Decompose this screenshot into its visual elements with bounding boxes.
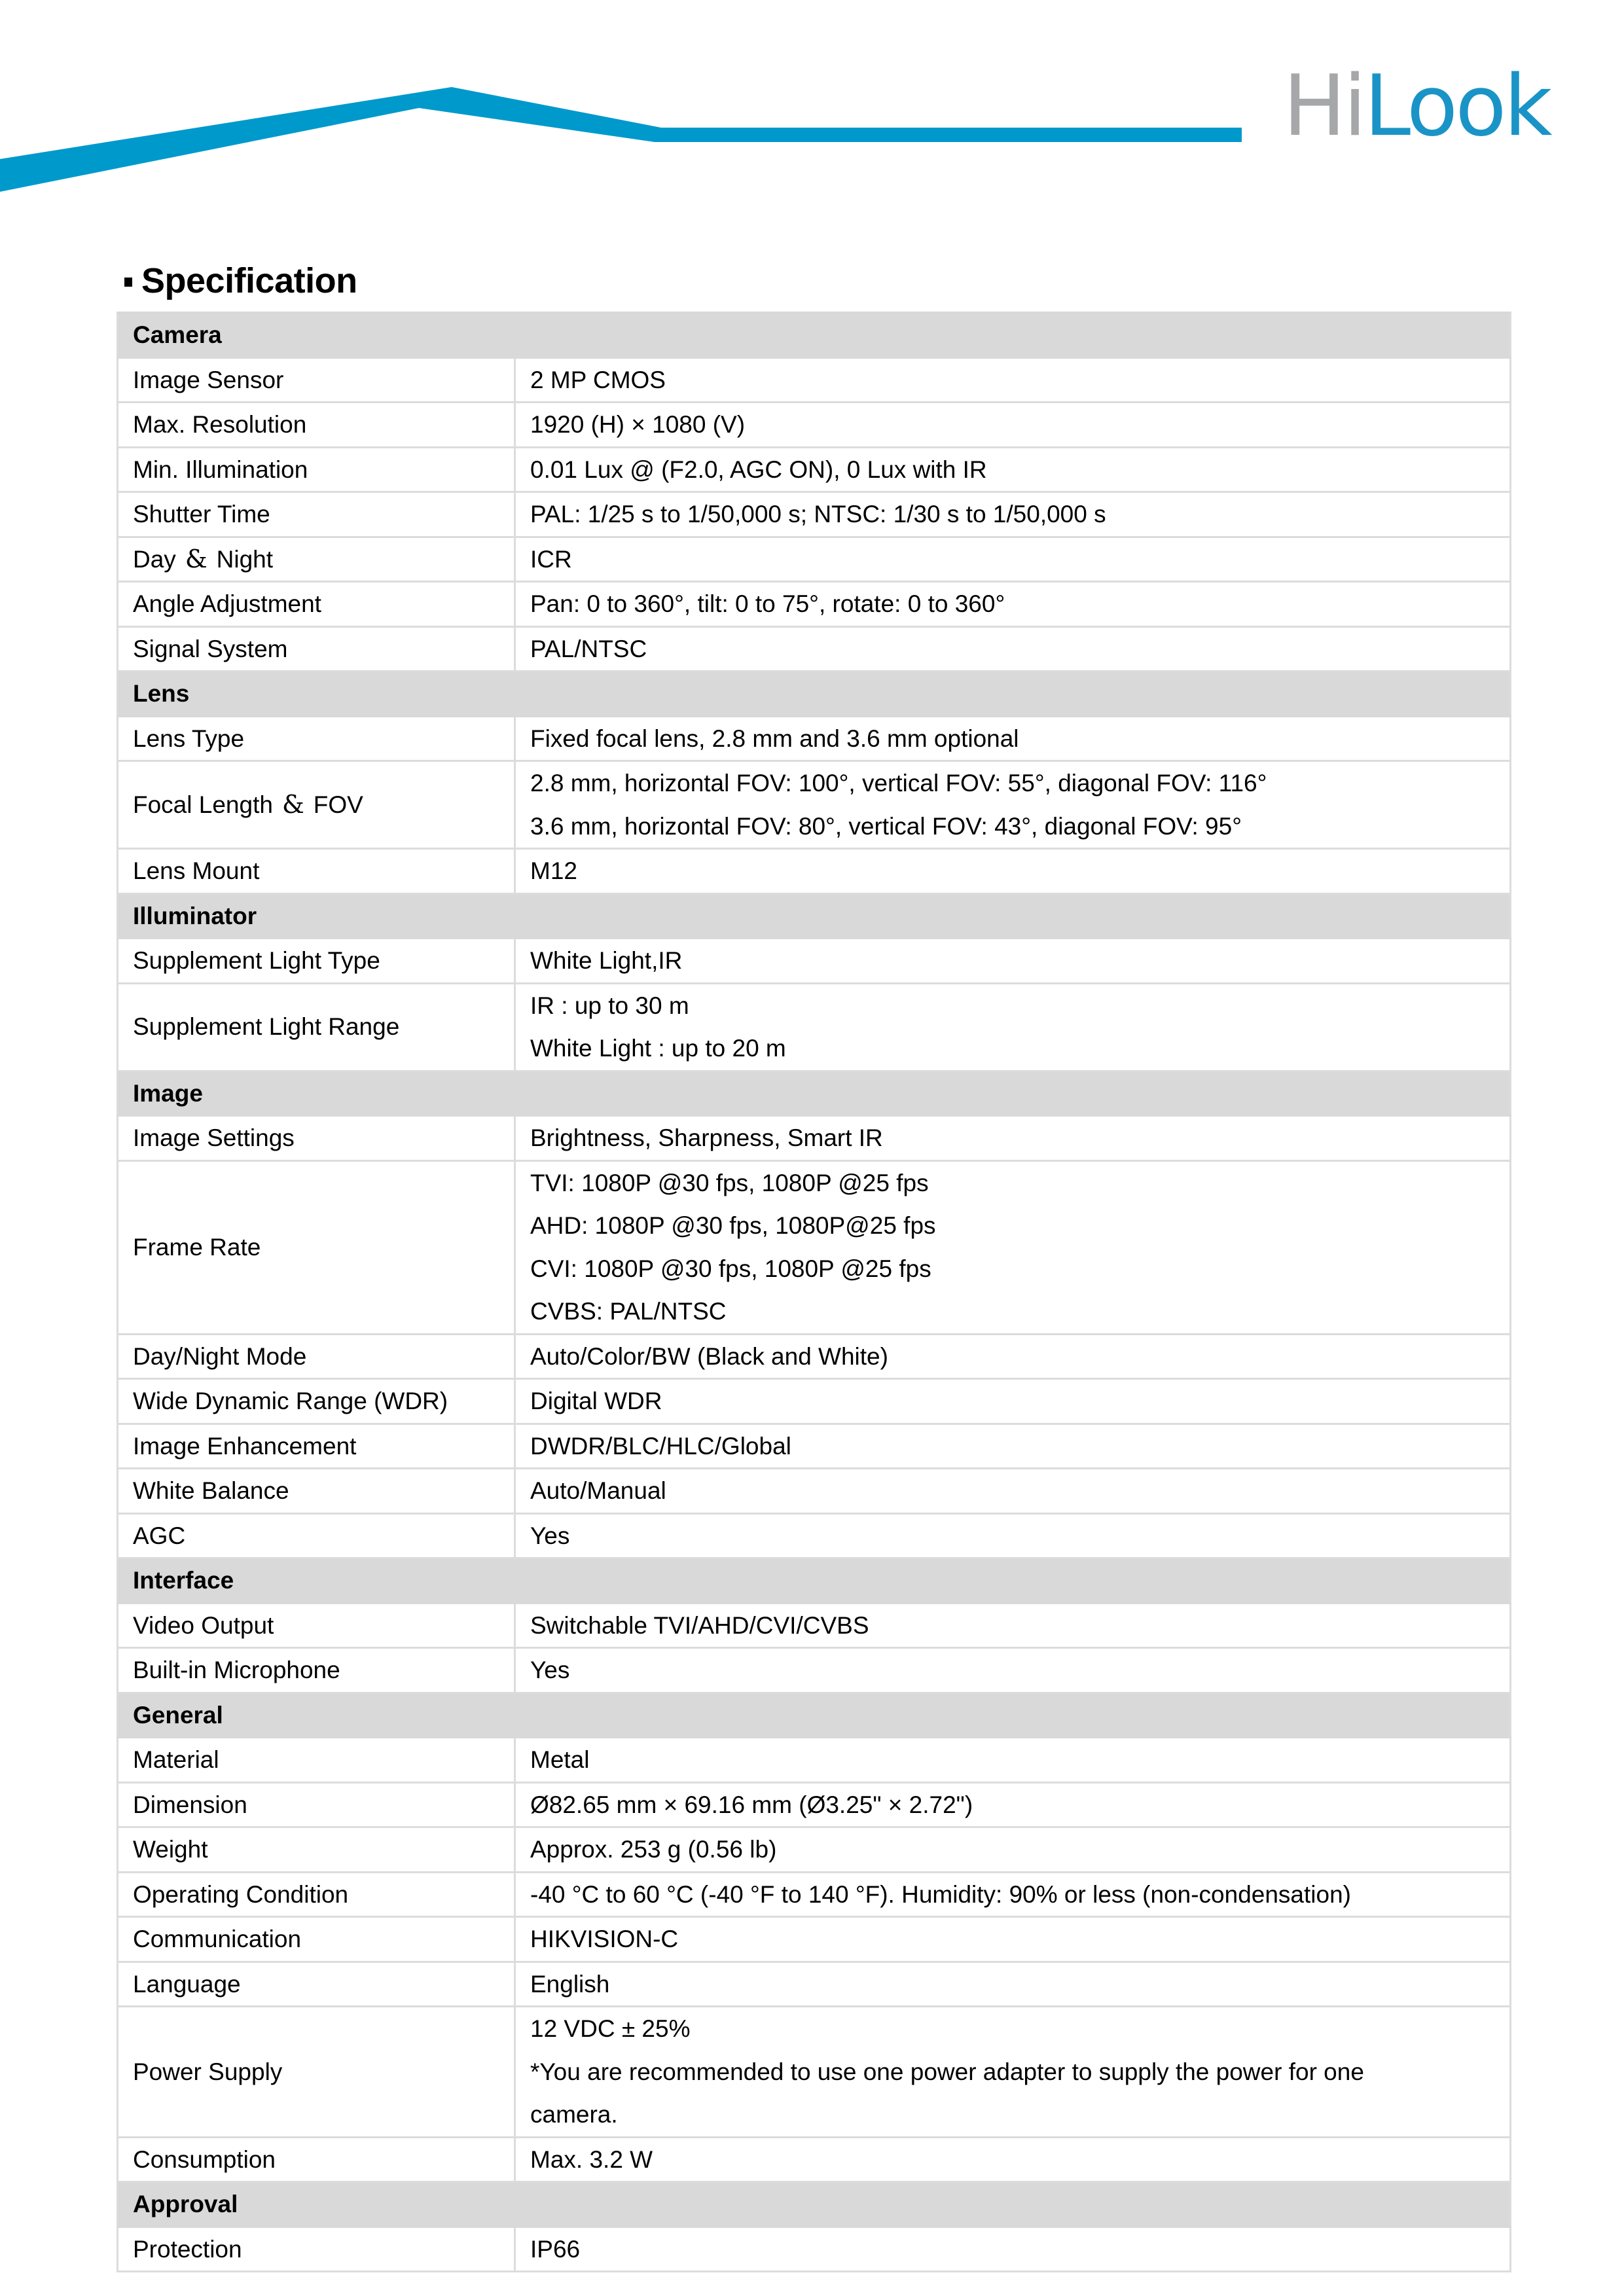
table-row	[118, 716, 1511, 761]
banner-stripe	[0, 87, 1242, 192]
spec-value-cell	[515, 1827, 1511, 1873]
spec-label	[133, 783, 514, 827]
table-row	[118, 1962, 1511, 2007]
table-row	[118, 1827, 1511, 1873]
table-row	[118, 2227, 1511, 2272]
spec-value-cell	[515, 1469, 1511, 1514]
spec-label-cell	[118, 537, 515, 582]
spec-value: HIKVISION-C	[530, 1926, 679, 1952]
table-row	[118, 1738, 1511, 1783]
table-row	[118, 357, 1511, 403]
spec-value: Auto/Manual	[530, 1477, 666, 1504]
spec-label: Supplement Light Range	[133, 1013, 400, 1041]
table-row	[118, 1917, 1511, 1962]
table-row	[118, 1424, 1511, 1469]
spec-value: English	[530, 1970, 610, 1998]
spec-label: Angle Adjustment	[133, 590, 321, 617]
spec-value: 1920 (H) × 1080 (V)	[530, 411, 746, 438]
spec-label: Max. Resolution	[133, 411, 307, 438]
spec-value: CVBS: PAL/NTSC	[530, 1298, 727, 1325]
spec-value: 3.6 mm, horizontal FOV: 80°, vertical FOV: 43°, diagonal FOV: 95°	[530, 812, 1242, 840]
table-row	[118, 1116, 1511, 1161]
spec-value-cell	[515, 626, 1511, 672]
section-header	[118, 1693, 1511, 1738]
spec-value: Auto/Color/BW (Black and White)	[530, 1342, 888, 1370]
spec-value-cell	[515, 357, 1511, 403]
table-row	[118, 1334, 1511, 1379]
spec-value-cell	[515, 1160, 1511, 1334]
ampersand: &	[185, 544, 208, 573]
section-header-row	[118, 313, 1511, 358]
spec-value-cell	[515, 1962, 1511, 2007]
spec-value: PAL: 1/25 s to 1/50,000 s; NTSC: 1/30 s to 1/50,000 s	[530, 501, 1106, 528]
spec-label-cell	[118, 761, 515, 849]
spec-label-cell	[118, 1160, 515, 1334]
spec-value-cell	[515, 1379, 1511, 1424]
spec-label: White Balance	[133, 1477, 289, 1504]
spec-label-cell	[118, 2227, 515, 2272]
spec-label-cell	[118, 1782, 515, 1827]
spec-value: TVI: 1080P @30 fps, 1080P @25 fps	[530, 1169, 929, 1196]
table-row	[118, 1160, 1511, 1334]
spec-label-cell	[118, 1962, 515, 2007]
spec-label: Lens Mount	[133, 857, 260, 884]
spec-label-cell	[118, 2007, 515, 2138]
square-bullet-icon	[124, 278, 132, 287]
spec-label: Material	[133, 1746, 219, 1773]
section-header	[118, 2182, 1511, 2227]
ampersand: &	[281, 789, 304, 819]
spec-label-part: Day	[133, 545, 176, 573]
spec-value: Yes	[530, 1522, 570, 1549]
spec-value: White Light,IR	[530, 947, 683, 974]
spec-label: Shutter Time	[133, 501, 270, 528]
spec-value: PAL/NTSC	[530, 635, 647, 662]
section-header-row	[118, 1693, 1511, 1738]
spec-value: DWDR/BLC/HLC/Global	[530, 1432, 791, 1460]
spec-value-cell	[515, 1116, 1511, 1161]
specification-table	[117, 312, 1511, 2272]
spec-value-cell	[515, 716, 1511, 761]
page-title-text: Specification	[141, 261, 357, 300]
spec-label	[133, 538, 514, 581]
section-header-row	[118, 893, 1511, 939]
spec-label-cell	[118, 626, 515, 672]
spec-label: Frame Rate	[133, 1233, 261, 1261]
table-row	[118, 1469, 1511, 1514]
section-header	[118, 672, 1511, 717]
spec-label: Operating Condition	[133, 1880, 349, 1908]
spec-label-cell	[118, 849, 515, 894]
spec-label: Communication	[133, 1926, 302, 1952]
spec-label-cell	[118, 357, 515, 403]
spec-label-part: FOV	[313, 791, 363, 818]
spec-value: 12 VDC ± 25%	[530, 2015, 691, 2042]
table-row	[118, 849, 1511, 894]
section-header	[118, 313, 1511, 358]
table-row	[118, 983, 1511, 1071]
table-row	[118, 403, 1511, 448]
spec-value: Digital WDR	[530, 1388, 662, 1414]
spec-value: Pan: 0 to 360°, tilt: 0 to 75°, rotate: 0 to 360°	[530, 590, 1005, 617]
spec-label-cell	[118, 2137, 515, 2182]
spec-value: Metal	[530, 1746, 590, 1773]
spec-value-cell	[515, 849, 1511, 894]
spec-value-cell	[515, 2137, 1511, 2182]
spec-value: 0.01 Lux @ (F2.0, AGC ON), 0 Lux with IR	[530, 456, 987, 483]
spec-label: Wide Dynamic Range (WDR)	[133, 1388, 448, 1414]
spec-label: Image Sensor	[133, 366, 284, 393]
spec-value: -40 °C to 60 °C (-40 °F to 140 °F). Humidity: 90% or less (non-condensation)	[530, 1880, 1351, 1908]
table-row	[118, 447, 1511, 492]
spec-value-cell	[515, 761, 1511, 849]
spec-value: Switchable TVI/AHD/CVI/CVBS	[530, 1611, 869, 1639]
section-header-label: Interface	[133, 1567, 234, 1594]
spec-value: IP66	[530, 2235, 581, 2263]
spec-label-cell	[118, 1424, 515, 1469]
section-header-row	[118, 672, 1511, 717]
table-row	[118, 1603, 1511, 1648]
section-header-row	[118, 1558, 1511, 1604]
spec-value-cell	[515, 939, 1511, 984]
spec-label-cell	[118, 1917, 515, 1962]
spec-label: Protection	[133, 2235, 242, 2263]
table-row	[118, 1513, 1511, 1558]
spec-value: Yes	[530, 1657, 570, 1683]
spec-value: Max. 3.2 W	[530, 2145, 653, 2173]
spec-value: *You are recommended to use one power adapter to supply the power for one	[530, 2058, 1364, 2085]
spec-label-cell	[118, 1469, 515, 1514]
section-header-label: General	[133, 1701, 223, 1729]
spec-value-cell	[515, 2007, 1511, 2138]
spec-label: Dimension	[133, 1791, 247, 1818]
spec-value-cell	[515, 1513, 1511, 1558]
spec-value: ICR	[530, 545, 572, 573]
table-row	[118, 626, 1511, 672]
spec-value-cell	[515, 1424, 1511, 1469]
spec-value-cell	[515, 403, 1511, 448]
spec-value-cell	[515, 582, 1511, 627]
section-header	[118, 1558, 1511, 1604]
spec-label: Supplement Light Type	[133, 947, 380, 974]
spec-label: Image Settings	[133, 1124, 295, 1151]
section-header-label: Illuminator	[133, 902, 257, 929]
spec-value: CVI: 1080P @30 fps, 1080P @25 fps	[530, 1255, 931, 1282]
table-row	[118, 1872, 1511, 1917]
spec-value-cell	[515, 492, 1511, 537]
table-row	[118, 582, 1511, 627]
spec-label: Weight	[133, 1836, 208, 1863]
spec-value-cell	[515, 447, 1511, 492]
spec-label: Power Supply	[133, 2058, 283, 2085]
spec-label: Built-in Microphone	[133, 1657, 340, 1683]
spec-label: Consumption	[133, 2145, 276, 2173]
spec-label-cell	[118, 403, 515, 448]
spec-label: Language	[133, 1970, 241, 1998]
spec-label-cell	[118, 582, 515, 627]
table-row	[118, 492, 1511, 537]
spec-value: AHD: 1080P @30 fps, 1080P@25 fps	[530, 1212, 936, 1239]
spec-label-cell	[118, 1827, 515, 1873]
spec-value: 2.8 mm, horizontal FOV: 100°, vertical FOV: 55°, diagonal FOV: 116°	[530, 770, 1267, 797]
spec-label-part: Night	[216, 545, 274, 573]
logo-look: Look	[1363, 58, 1550, 155]
spec-value-cell	[515, 1782, 1511, 1827]
specification-table-body	[118, 313, 1511, 2272]
spec-label: Video Output	[133, 1611, 274, 1639]
section-header-label: Lens	[133, 680, 190, 707]
spec-label-cell	[118, 1379, 515, 1424]
hilook-logo	[1283, 58, 1550, 155]
spec-label: Day/Night Mode	[133, 1342, 307, 1370]
spec-value: 2 MP CMOS	[530, 366, 666, 393]
spec-value-cell	[515, 983, 1511, 1071]
table-row	[118, 939, 1511, 984]
spec-value-cell	[515, 1648, 1511, 1693]
spec-value: Approx. 253 g (0.56 lb)	[530, 1836, 777, 1863]
spec-value: Brightness, Sharpness, Smart IR	[530, 1124, 883, 1151]
page-title	[124, 260, 357, 301]
table-row	[118, 537, 1511, 582]
section-header-row	[118, 2182, 1511, 2227]
spec-label-cell	[118, 1603, 515, 1648]
section-header-row	[118, 1071, 1511, 1116]
spec-label-cell	[118, 1334, 515, 1379]
spec-label-cell	[118, 1116, 515, 1161]
spec-label: Image Enhancement	[133, 1432, 357, 1460]
spec-value: White Light : up to 20 m	[530, 1035, 786, 1062]
spec-value: Fixed focal lens, 2.8 mm and 3.6 mm optional	[530, 725, 1019, 752]
table-row	[118, 2007, 1511, 2138]
spec-value-cell	[515, 1334, 1511, 1379]
table-row	[118, 1782, 1511, 1827]
spec-value-cell	[515, 537, 1511, 582]
section-header-label: Camera	[133, 321, 222, 348]
spec-label-cell	[118, 492, 515, 537]
section-header-label: Image	[133, 1079, 203, 1107]
spec-label: Signal System	[133, 635, 288, 662]
spec-value-cell	[515, 1917, 1511, 1962]
table-row	[118, 2137, 1511, 2182]
spec-label: Lens Type	[133, 725, 245, 752]
section-header-label: Approval	[133, 2191, 238, 2217]
spec-value-cell	[515, 1603, 1511, 1648]
logo-hi: Hi	[1283, 58, 1364, 155]
table-row	[118, 1379, 1511, 1424]
spec-label: Min. Illumination	[133, 456, 308, 483]
spec-value: IR : up to 30 m	[530, 992, 689, 1019]
spec-label-cell	[118, 447, 515, 492]
spec-value-cell	[515, 2227, 1511, 2272]
spec-label-cell	[118, 716, 515, 761]
table-row	[118, 1648, 1511, 1693]
section-header	[118, 1071, 1511, 1116]
spec-value: M12	[530, 857, 577, 884]
spec-label-cell	[118, 1738, 515, 1783]
section-header	[118, 893, 1511, 939]
table-row	[118, 761, 1511, 849]
spec-label-part: Focal Length	[133, 791, 273, 818]
spec-value-cell	[515, 1872, 1511, 1917]
spec-label-cell	[118, 1648, 515, 1693]
spec-label-cell	[118, 1513, 515, 1558]
spec-label: AGC	[133, 1522, 186, 1549]
spec-value: camera.	[530, 2101, 618, 2128]
spec-value-cell	[515, 1738, 1511, 1783]
spec-label-cell	[118, 983, 515, 1071]
spec-label-cell	[118, 1872, 515, 1917]
spec-label-cell	[118, 939, 515, 984]
spec-value: Ø82.65 mm × 69.16 mm (Ø3.25" × 2.72")	[530, 1791, 973, 1818]
